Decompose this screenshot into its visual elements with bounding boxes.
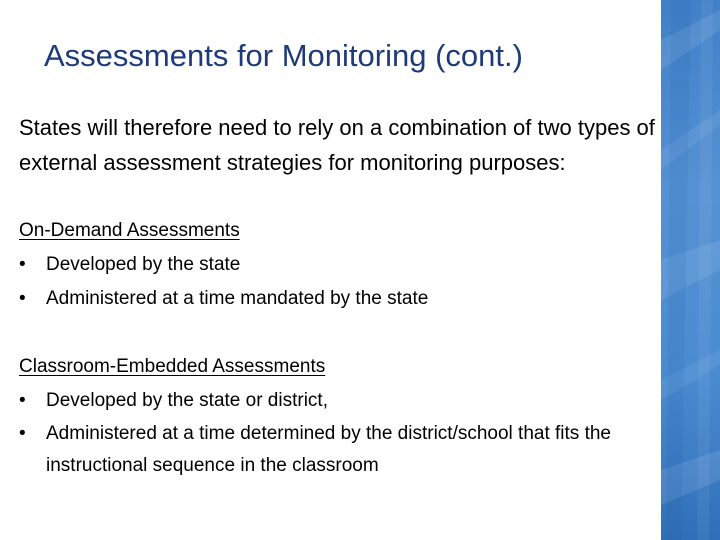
bullet-text: Administered at a time determined by the district/school that fits the instructional sequence in the classroom [46, 423, 611, 476]
bullet-text: Developed by the state or district, [46, 390, 328, 411]
bullet-marker: • [19, 423, 26, 444]
section-heading: Classroom-Embedded Assessments [19, 356, 326, 377]
slide-body [19, 110, 659, 482]
bullet-marker: • [19, 254, 26, 275]
bullet-item [19, 248, 659, 282]
bullet-marker: • [19, 390, 26, 411]
bullet-list [19, 384, 659, 482]
section-on-demand [19, 214, 659, 316]
section-classroom-embedded [19, 350, 659, 482]
decorative-side-band [661, 0, 720, 540]
bullet-text: Developed by the state [46, 254, 241, 275]
bullet-item [19, 418, 659, 482]
intro-paragraph: States will therefore need to rely on a combination of two types of external assessment strategies for monitoring purposes: [19, 115, 655, 175]
slide-title: Assessments for Monitoring (cont.) [44, 38, 523, 73]
bullet-marker: • [19, 288, 26, 309]
section-heading: On-Demand Assessments [19, 220, 240, 241]
side-band-texture [661, 0, 720, 540]
bullet-list [19, 248, 659, 316]
bullet-item [19, 384, 659, 418]
bullet-item [19, 282, 659, 316]
bullet-text: Administered at a time mandated by the state [46, 288, 429, 309]
